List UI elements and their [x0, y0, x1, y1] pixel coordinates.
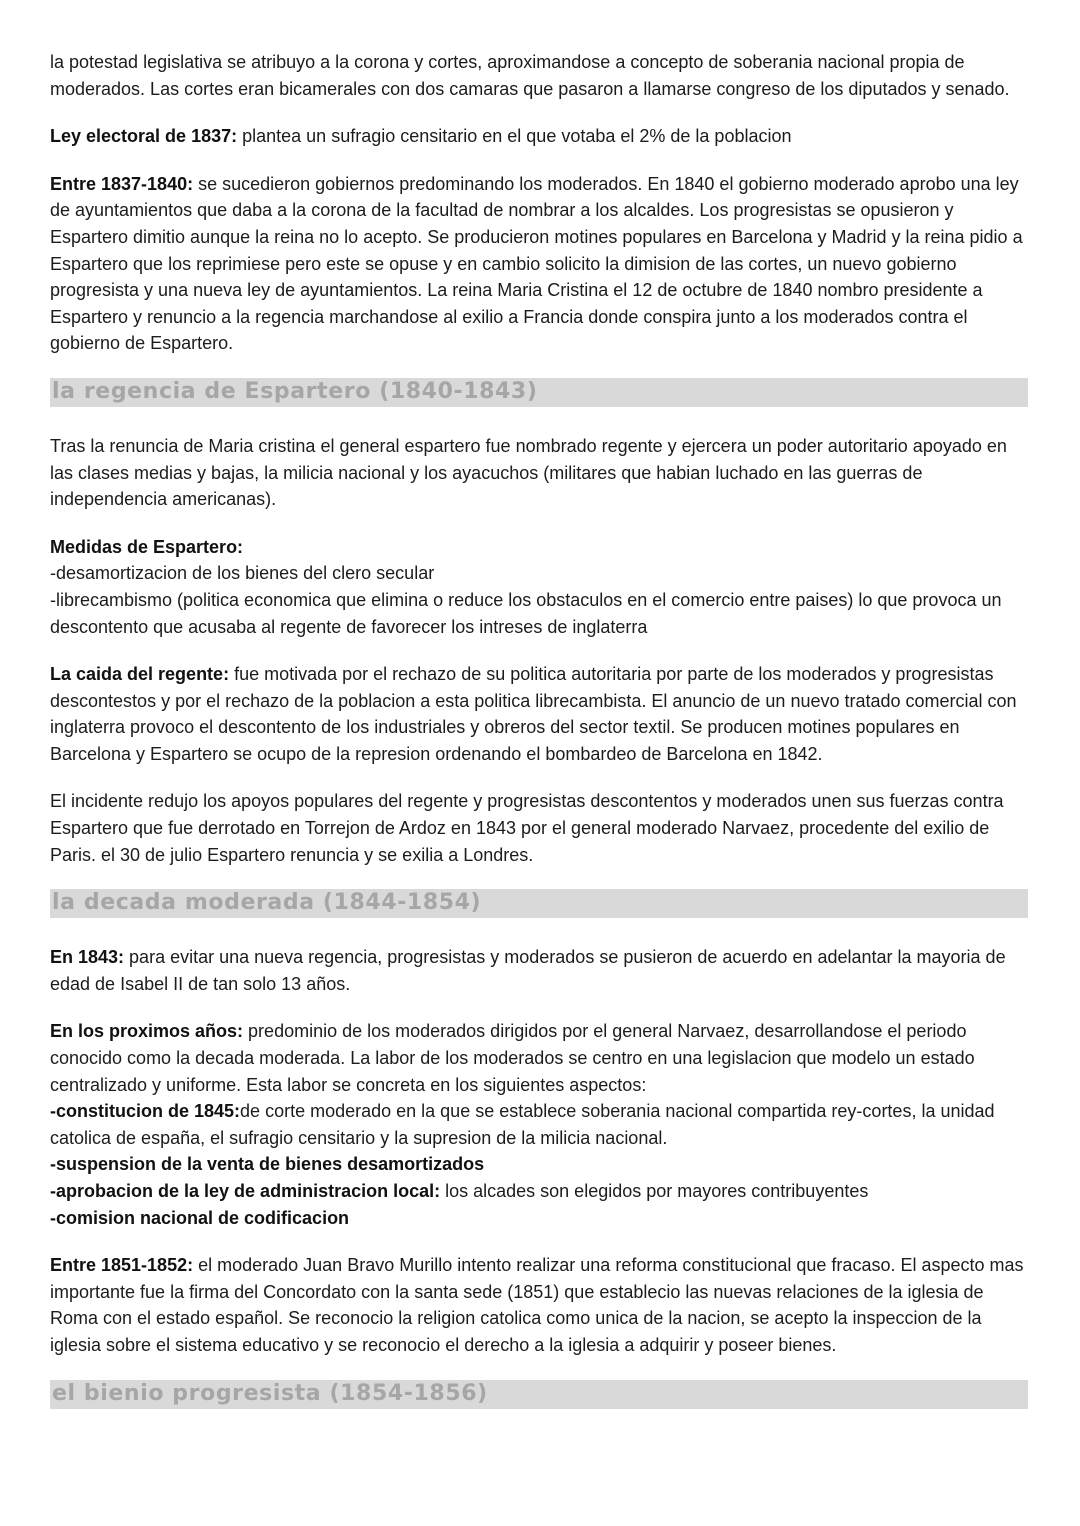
list-item: -suspension de la venta de bienes desamortizados — [50, 1154, 485, 1175]
paragraph-text: el moderado Juan Bravo Murillo intento realizar una reforma constitucional que fracaso. El aspecto mas importante fue la firma del Concordato con la santa sede (1851) que establecio las nuevas relaciones de la iglesia de Roma con el estado español. Se reconocio la religion catolica como unica de la nacion, se acepto la inspeccion de la iglesia sobre el sistema educativo y se reconocio el derecho a la iglesia a adquirir y poseer bienes. — [50, 1255, 1024, 1355]
paragraph-text: plantea un sufragio censitario en el que votaba el 2% de la poblacion — [237, 126, 792, 147]
list-item-label: -constitucion de 1845: — [50, 1101, 241, 1122]
paragraph-proximos-anos — [50, 1018, 1032, 1231]
paragraph-text: fue motivada por el rechazo de su politica autoritaria por parte de los moderados y progresistas descontestos y por el rechazo de la poblacion a esta politica librecambista. El anuncio de un nuevo tratado comercial con inglaterra provoco el descontento de los industriales y obreros del sector textil. Se producen motines populares en Barcelona y Espartero se ocupo de la represion ordenando el bombardeo de Barcelona en 1842. — [50, 664, 1017, 764]
paragraph-label: Entre 1851-1852: — [50, 1255, 194, 1276]
paragraph-en-1843 — [50, 944, 1032, 997]
paragraph-entre-1837-1840 — [50, 171, 1032, 357]
paragraph-label: Ley electoral de 1837: — [50, 126, 238, 147]
list-item — [50, 1178, 1032, 1205]
paragraph-caida-regente — [50, 661, 1032, 767]
paragraph-label: Entre 1837-1840: — [50, 173, 194, 194]
paragraph-label: La caida del regente: — [50, 664, 230, 685]
paragraph-text: se sucedieron gobiernos predominando los moderados. En 1840 el gobierno moderado aprobo una ley de ayuntamientos que daba a la corona de la facultad de nombrar a los alcaldes. Los progresistas se opusieron y Espartero dimitio aunque la reina no lo acepto. Se producieron motines populares en Barcelona y Madrid y la reina pidio a Espartero que los reprimiese pero este se opuse y en cambio solicito la dimision de las cortes, un nuevo gobierno progresista y una nueva ley de ayuntamientos. La reina Maria Cristina el 12 de octubre de 1840 nombro presidente a Espartero y renuncio a la regencia marchandose al exilio a Francia donde conspira junto a los moderados contra el gobierno de Espartero. — [50, 173, 1023, 354]
paragraph-label: En 1843: — [50, 947, 125, 968]
paragraph-label: Medidas de Espartero: — [50, 536, 244, 557]
list-item: -desamortizacion de los bienes del clero secular — [50, 563, 435, 584]
paragraph-text: predominio de los moderados dirigidos por el general Narvaez, desarrollandose el periodo conocido como la decada moderada. La labor de los moderados se centro en una legislacion que modelo un estado centralizado y uniforme. Esta labor se concreta en los siguientes aspectos: — [50, 1021, 975, 1095]
section-heading-regencia-espartero: la regencia de Espartero (1840-1843) — [50, 378, 1028, 407]
paragraph-label: En los proximos años: — [50, 1021, 244, 1042]
document-body — [50, 49, 1032, 1409]
list-item: -comision nacional de codificacion — [50, 1207, 350, 1228]
paragraph-entre-1851-1852 — [50, 1252, 1032, 1358]
list-item-text: los alcades son elegidos por mayores contribuyentes — [440, 1181, 869, 1201]
list-item — [50, 1098, 1032, 1151]
list-item: -librecambismo (politica economica que elimina o reduce los obstaculos en el comercio entre paises) lo que provoca un descontento que acusaba al regente de favorecer los intreses de inglaterra — [50, 589, 1002, 637]
list-item-label: -aprobacion de la ley de administracion local: — [50, 1181, 441, 1201]
section-heading-bienio-progresista: el bienio progresista (1854-1856) — [50, 1380, 1028, 1409]
paragraph-potestad-legislativa: la potestad legislativa se atribuyo a la corona y cortes, aproximandose a concepto de soberania nacional propia de moderados. Las cortes eran bicamerales con dos camaras que pasaron a llamarse congreso de los diputados y senado. — [50, 52, 1010, 99]
section-heading-decada-moderada: la decada moderada (1844-1854) — [50, 889, 1028, 918]
paragraph-incidente: El incidente redujo los apoyos populares del regente y progresistas descontentos y moderados unen sus fuerzas contra Espartero que fue derrotado en Torrejon de Ardoz en 1843 por el general moderado Narvaez, procedente del exilio de Paris. el 30 de julio Espartero renuncia y se exilia a Londres. — [50, 791, 1004, 865]
paragraph-renuncia-maria-cristina: Tras la renuncia de Maria cristina el general espartero fue nombrado regente y ejercera un poder autoritario apoyado en las clases medias y bajas, la milicia nacional y los ayacuchos (militares que habian luchado en las guerras de independencia americanas). — [50, 435, 1007, 510]
paragraph-text: para evitar una nueva regencia, progresistas y moderados se pusieron de acuerdo en adelantar la mayoria de edad de Isabel II de tan solo 13 años. — [50, 947, 1006, 994]
list-item-text: de corte moderado en la que se establece soberania nacional compartida rey-cortes, la unidad catolica de españa, el sufragio censitario y la supresion de la milicia nacional. — [50, 1101, 995, 1148]
paragraph-ley-electoral — [50, 123, 1032, 150]
paragraph-medidas-espartero — [50, 534, 1032, 640]
